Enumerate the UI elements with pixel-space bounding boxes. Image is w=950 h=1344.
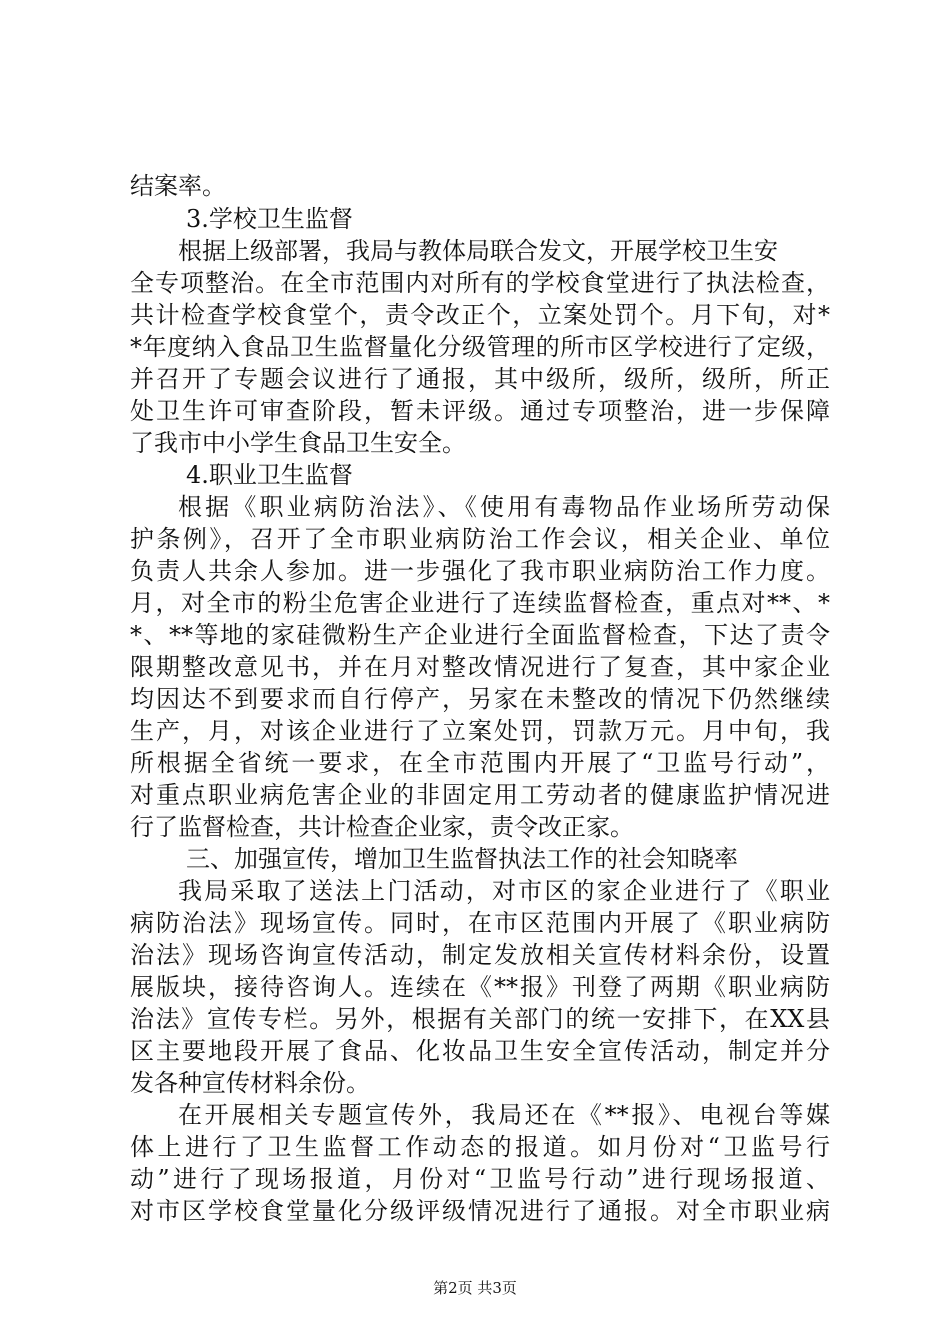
paragraph-line: 展版块，接待咨询人。连续在《**报》刊登了两期《职业病防 [130,973,830,1001]
paragraph-line: 对市区学校食堂量化分级评级情况进行了通报。对全市职业病 [130,1197,830,1225]
paragraph-line: 动”进行了现场报道，月份对“卫监号行动”进行现场报道、 [130,1165,830,1193]
paragraph-line: 了我市中小学生食品卫生安全。 [130,429,466,457]
paragraph-line: 病防治法》现场宣传。同时，在市区范围内开展了《职业病防 [130,909,830,937]
paragraph-line: 均因达不到要求而自行停产，另家在未整改的情况下仍然继续 [130,685,830,713]
paragraph-line: 治法》宣传专栏。另外，根据有关部门的统一安排下，在XX县 [130,1005,830,1033]
paragraph-line: 负责人共余人参加。进一步强化了我市职业病防治工作力度。 [130,557,830,585]
paragraph-line: 体上进行了卫生监督工作动态的报道。如月份对“卫监号行 [130,1133,830,1161]
paragraph-line: 治法》现场咨询宣传活动，制定发放相关宣传材料余份，设置 [130,941,830,969]
paragraph-line: 在开展相关专题宣传外，我局还在《**报》、电视台等媒 [178,1101,830,1129]
paragraph-line: 限期整改意见书，并在月对整改情况进行了复查，其中家企业 [130,653,830,681]
section-heading-occupational-hygiene: 4.职业卫生监督 [186,461,353,489]
paragraph-line: 护条例》，召开了全市职业病防治工作会议，相关企业、单位 [130,525,830,553]
paragraph-line: 所根据全省统一要求，在全市范围内开展了“卫监号行动”， [130,749,830,777]
paragraph-line: 月，对全市的粉尘危害企业进行了连续监督检查，重点对**、* [130,589,830,617]
paragraph-line: 全专项整治。在全市范围内对所有的学校食堂进行了执法检查， [130,269,830,297]
paragraph-line: 根据上级部署，我局与教体局联合发文，开展学校卫生安 [178,237,778,265]
paragraph-line: *年度纳入食品卫生监督量化分级管理的所市区学校进行了定级， [130,333,830,361]
paragraph-line: 发各种宣传材料余份。 [130,1069,370,1097]
paragraph-line: 共计检查学校食堂个，责令改正个，立案处罚个。月下旬，对* [130,301,830,329]
paragraph-line: 行了监督检查，共计检查企业家，责令改正家。 [130,813,634,841]
section-heading-school-hygiene: 3.学校卫生监督 [186,205,353,233]
paragraph-line: 处卫生许可审查阶段，暂未评级。通过专项整治，进一步保障 [130,397,830,425]
paragraph-line: 生产，月，对该企业进行了立案处罚，罚款万元。月中旬，我 [130,717,830,745]
paragraph-line: 并召开了专题会议进行了通报，其中级所，级所，级所，所正 [130,365,830,393]
paragraph-line: 根据《职业病防治法》、《使用有毒物品作业场所劳动保 [178,493,830,521]
section-heading-publicity: 三、加强宣传，增加卫生监督执法工作的社会知晓率 [186,845,738,873]
paragraph-line: 区主要地段开展了食品、化妆品卫生安全宣传活动，制定并分 [130,1037,830,1065]
paragraph-line: 对重点职业病危害企业的非固定用工劳动者的健康监护情况进 [130,781,830,809]
paragraph-line: 我局采取了送法上门活动，对市区的家企业进行了《职业 [178,877,830,905]
paragraph-line: *、**等地的家硅微粉生产企业进行全面监督检查，下达了责令 [130,621,830,649]
paragraph-line: 结案率。 [130,172,226,200]
page-number-footer: 第2页 共3页 [433,1279,517,1297]
